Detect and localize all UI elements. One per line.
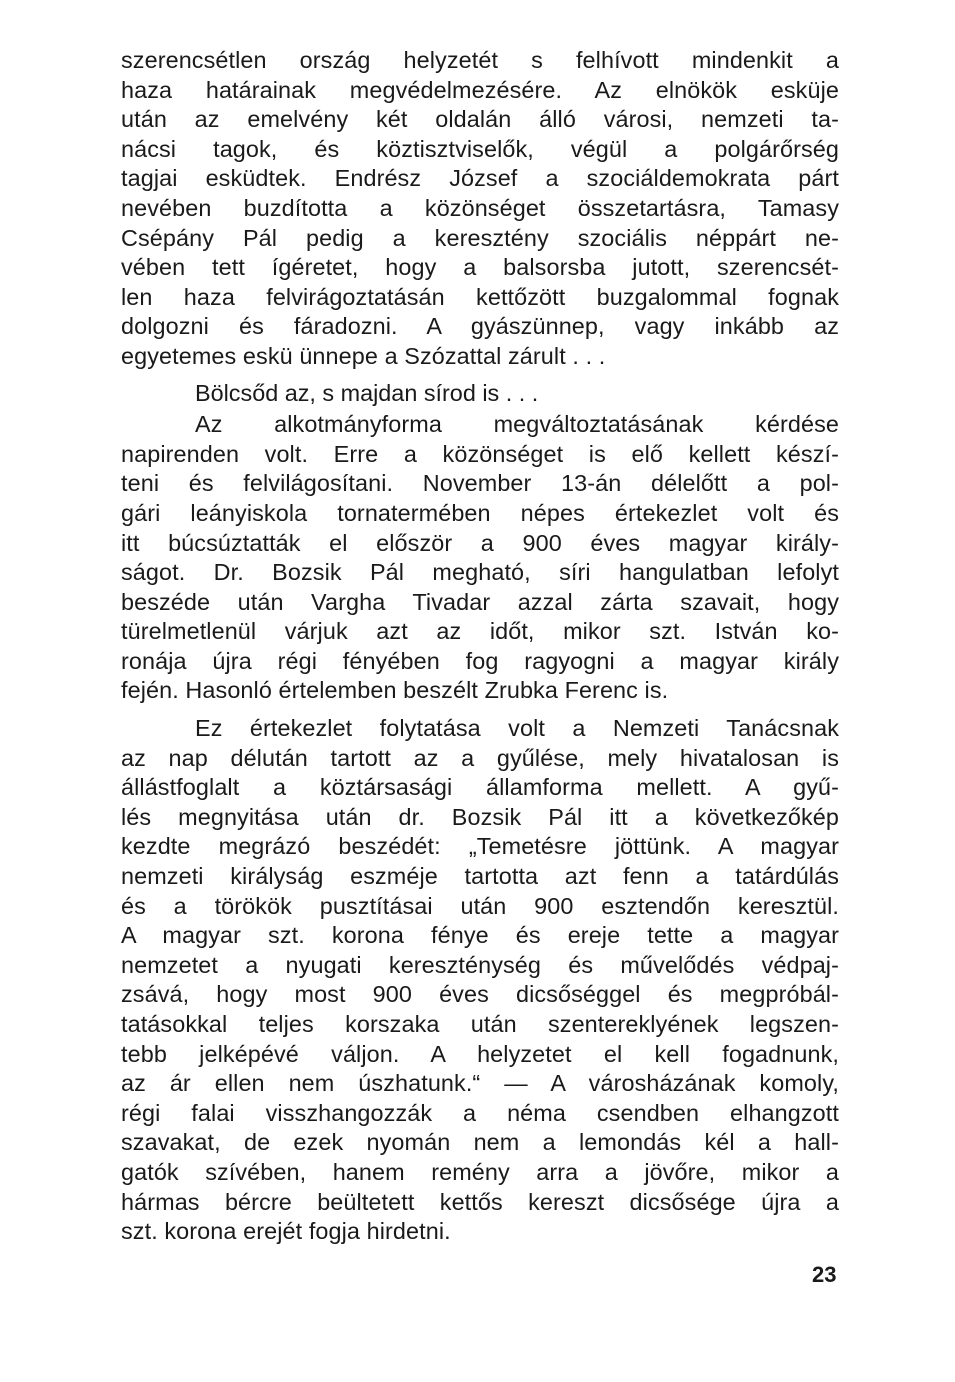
text-line: hármas bércre beültetett kettős kereszt dicsősége újra a [121,1188,839,1215]
paragraph-1 [121,46,839,372]
text-line: régi falai visszhangozzák a néma csendben elhangzott [121,1099,839,1126]
page-number: 23 [812,1262,837,1287]
text-line: kezdte megrázó beszédét: „Temetésre jöttünk. A magyar [121,833,839,860]
text-line: nemzetet a nyugati kereszténység és művelődés védpaj- [121,951,839,978]
verse-line [121,379,839,409]
text-line: Csépány Pál pedig a keresztény szociális néppárt ne- [121,224,839,251]
text-line: len haza felvirágoztatásán kettőzött buzgalommal fognak [121,283,839,310]
text-line: az ár ellen nem úszhatunk.“ — A városházának komoly, [121,1070,839,1097]
text-line: állástfoglalt a köztársasági államforma mellett. A gyű- [121,774,839,801]
text-line: után az emelvény két oldalán álló városi, nemzeti ta- [121,106,839,133]
text-line: szavakat, de ezek nyomán nem a lemondás kél a hall- [121,1129,839,1156]
text-line: nácsi tagok, és köztisztviselők, végül a polgárőrség [121,135,839,162]
text-line: türelmetlenül várjuk azt az időt, mikor szt. István ko- [121,618,839,645]
text-line: teni és felvilágosítani. November 13-án délelőtt a pol- [121,470,839,497]
text-line: ságot. Dr. Bozsik Pál megható, síri hangulatban lefolyt [121,559,839,586]
paragraph-2 [121,410,839,706]
text-line: gári leányiskola tornatermében népes értekezlet volt és [121,499,839,526]
text-line: ronája újra régi fényében fog ragyogni a magyar király [121,647,839,674]
text-line: vében tett ígéretet, hogy a balsorsba jutott, szerencsét- [121,254,839,281]
text-line: szt. korona erejét fogja hirdetni. [121,1218,451,1245]
text-line: haza határainak megvédelmezésére. Az elnökök esküje [121,76,839,103]
page-body [121,46,839,1247]
text-line: Bölcsőd az, s majdan sírod is . . . [195,379,539,406]
text-line: nemzeti királyság eszméje tartotta azt fenn a tatárdúlás [121,863,839,890]
text-line: tatásokkal teljes korszaka után szentereklyének legszen- [121,1011,839,1037]
text-line: az nap délután tartott az a gyűlése, mely hivatalosan is [121,744,839,771]
text-line: szerencsétlen ország helyzetét s felhívott mindenkit a [121,47,839,73]
text-line: Ez értekezlet folytatása volt a Nemzeti Tanácsnak [195,715,839,742]
paragraph-3 [121,714,839,1247]
text-line: tebb jelképévé váljon. A helyzetet el kell fogadnunk, [121,1040,839,1067]
text-line: beszéde után Vargha Tivadar azzal zárta szavait, hogy [121,588,839,615]
text-line: egyetemes eskü ünnepe a Szózattal zárult . . . [121,342,606,369]
text-line: és a törökök pusztításai után 900 esztendőn keresztül. [121,892,839,919]
text-line: gatók szívében, hanem remény arra a jövőre, mikor a [121,1158,839,1185]
text-line: nevében buzdította a közönséget összetartásra, Tamasy [121,194,839,221]
text-line: napirenden volt. Erre a közönséget is elő kellett készí- [121,440,839,467]
text-line: zsává, hogy most 900 éves dicsőséggel és megpróbál- [121,981,839,1008]
text-line: dolgozni és fáradozni. A gyászünnep, vagy inkább az [121,313,839,340]
text-line: tagjai esküdtek. Endrész József a szociáldemokrata párt [121,165,839,192]
text-line: Az alkotmányforma megváltoztatásának kérdése [195,411,839,438]
text-line: fején. Hasonló értelemben beszélt Zrubka Ferenc is. [121,677,669,704]
text-line: A magyar szt. korona fénye és ereje tette a magyar [121,922,839,949]
text-line: itt búcsúztatták el először a 900 éves magyar király- [121,529,839,556]
text-line: lés megnyitása után dr. Bozsik Pál itt a következőkép [121,803,839,830]
